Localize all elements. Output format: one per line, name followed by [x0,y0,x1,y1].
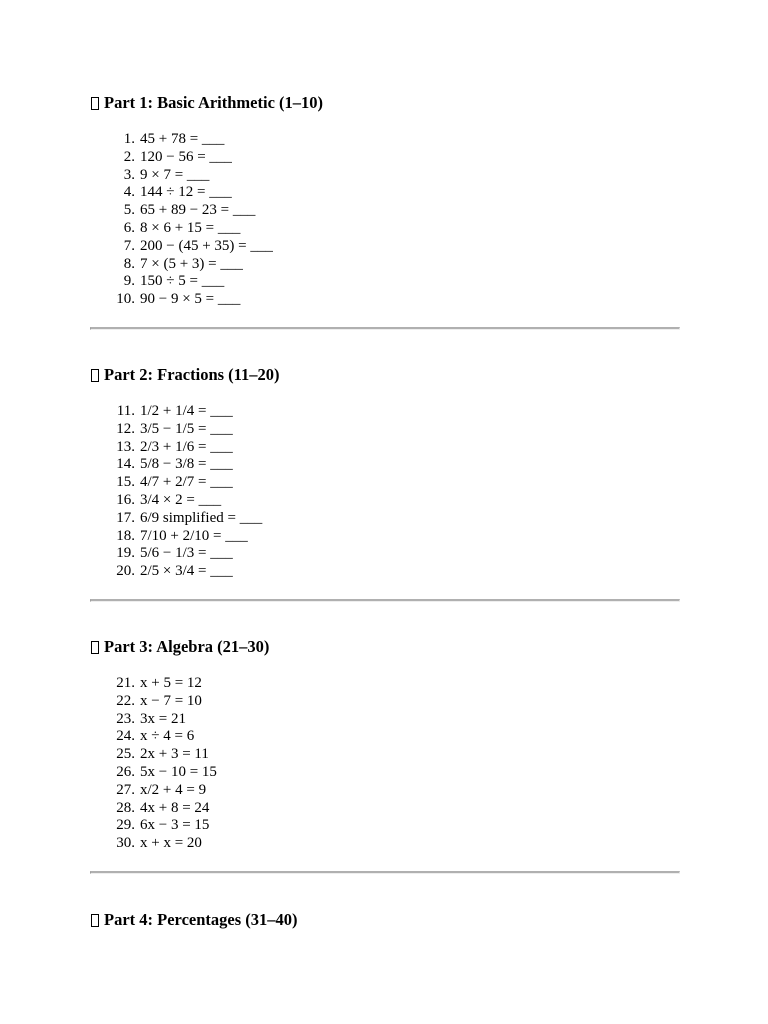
missing-glyph-icon [91,914,99,927]
list-item [90,256,273,274]
missing-glyph-icon [91,641,99,654]
problem-number: 11. [116,403,135,419]
section-part-3 [90,637,678,852]
problem-text: 1/2 + 1/4 = ___ [140,403,233,419]
problem-number: 2. [123,148,135,165]
problem-text: 120 − 56 = ___ [140,148,232,165]
section-title: Part 3: Algebra (21–30) [104,637,270,656]
list-item [90,273,273,291]
problem-text: 2x + 3 = 11 [140,746,209,763]
section-part-4 [90,910,678,930]
problem-number: 24. [116,728,135,745]
list-item [90,456,262,474]
problem-text: 6/9 simplified = ___ [140,509,263,526]
problem-list [90,675,217,853]
list-item [90,184,273,202]
list-item [90,167,273,185]
section-divider [90,871,680,874]
list-item [90,711,217,729]
problem-text: x/2 + 4 = 9 [140,781,207,798]
problem-number: 9. [123,273,135,290]
list-item [90,291,273,309]
problem-text: 2/3 + 1/6 = ___ [140,438,233,455]
section-title: Part 1: Basic Arithmetic (1–10) [104,93,324,112]
problem-text: 8 × 6 + 15 = ___ [140,219,241,236]
problem-number: 26. [116,763,135,780]
problem-number: 29. [116,817,135,834]
list-item [90,403,262,421]
problem-number: 1. [123,131,135,147]
problem-number: 25. [116,746,135,763]
list-item [90,528,262,546]
list-item [90,693,217,711]
problem-text: x + 5 = 12 [140,675,202,691]
section-part-2 [90,365,678,580]
missing-glyph-icon [91,369,99,382]
section-heading [90,910,678,930]
problem-number: 12. [116,420,135,437]
list-item [90,675,217,693]
section-part-1 [90,93,678,308]
problem-text: 144 ÷ 12 = ___ [140,184,232,201]
problem-text: 90 − 9 × 5 = ___ [140,291,241,308]
problem-text: 45 + 78 = ___ [140,131,225,147]
section-divider [90,327,680,330]
problem-number: 15. [116,474,135,491]
problem-number: 14. [116,456,135,473]
list-item [90,439,262,457]
problem-number: 13. [116,438,135,455]
problem-text: 4/7 + 2/7 = ___ [140,474,233,491]
section-divider [90,599,680,602]
problem-number: 20. [116,563,135,580]
problem-number: 5. [123,202,135,219]
list-item [90,220,273,238]
problem-text: 5x − 10 = 15 [140,763,217,780]
problem-text: 7/10 + 2/10 = ___ [140,527,248,544]
problem-number: 6. [123,219,135,236]
problem-text: 5/8 − 3/8 = ___ [140,456,233,473]
problem-number: 22. [116,692,135,709]
problem-number: 4. [123,184,135,201]
problem-text: x ÷ 4 = 6 [140,728,195,745]
list-item [90,545,262,563]
section-title: Part 2: Fractions (11–20) [104,365,280,384]
problem-text: 6x − 3 = 15 [140,817,210,834]
problem-number: 16. [116,491,135,508]
problem-number: 30. [116,835,135,852]
problem-number: 18. [116,527,135,544]
problem-number: 7. [123,237,135,254]
list-item [90,800,217,818]
list-item [90,149,273,167]
problem-text: x − 7 = 10 [140,692,202,709]
problem-text: 4x + 8 = 24 [140,799,210,816]
problem-text: 3/4 × 2 = ___ [140,491,222,508]
list-item [90,131,273,149]
list-item [90,746,217,764]
problem-number: 19. [116,545,135,562]
list-item [90,510,262,528]
problem-text: 200 − (45 + 35) = ___ [140,237,273,254]
section-title: Part 4: Percentages (31–40) [104,910,298,929]
problem-text: 7 × (5 + 3) = ___ [140,255,243,272]
list-item [90,835,217,853]
problem-number: 3. [123,166,135,183]
problem-number: 21. [116,675,135,691]
list-item [90,474,262,492]
list-item [90,728,217,746]
problem-list [90,131,273,309]
problem-text: 65 + 89 − 23 = ___ [140,202,256,219]
section-heading [90,93,678,113]
problem-number: 17. [116,509,135,526]
list-item [90,782,217,800]
missing-glyph-icon [91,97,99,110]
section-heading [90,365,678,385]
problem-number: 8. [123,255,135,272]
problem-number: 10. [116,291,135,308]
list-item [90,817,217,835]
problem-text: 3x = 21 [140,710,186,727]
list-item [90,563,262,581]
problem-list [90,403,262,581]
list-item [90,421,262,439]
section-heading [90,637,678,657]
problem-number: 28. [116,799,135,816]
list-item [90,764,217,782]
problem-text: 5/6 − 1/3 = ___ [140,545,233,562]
problem-text: 3/5 − 1/5 = ___ [140,420,233,437]
problem-number: 23. [116,710,135,727]
problem-text: x + x = 20 [140,835,202,852]
list-item [90,202,273,220]
problem-text: 150 ÷ 5 = ___ [140,273,225,290]
list-item [90,492,262,510]
list-item [90,238,273,256]
problem-text: 2/5 × 3/4 = ___ [140,563,233,580]
problem-text: 9 × 7 = ___ [140,166,210,183]
problem-number: 27. [116,781,135,798]
